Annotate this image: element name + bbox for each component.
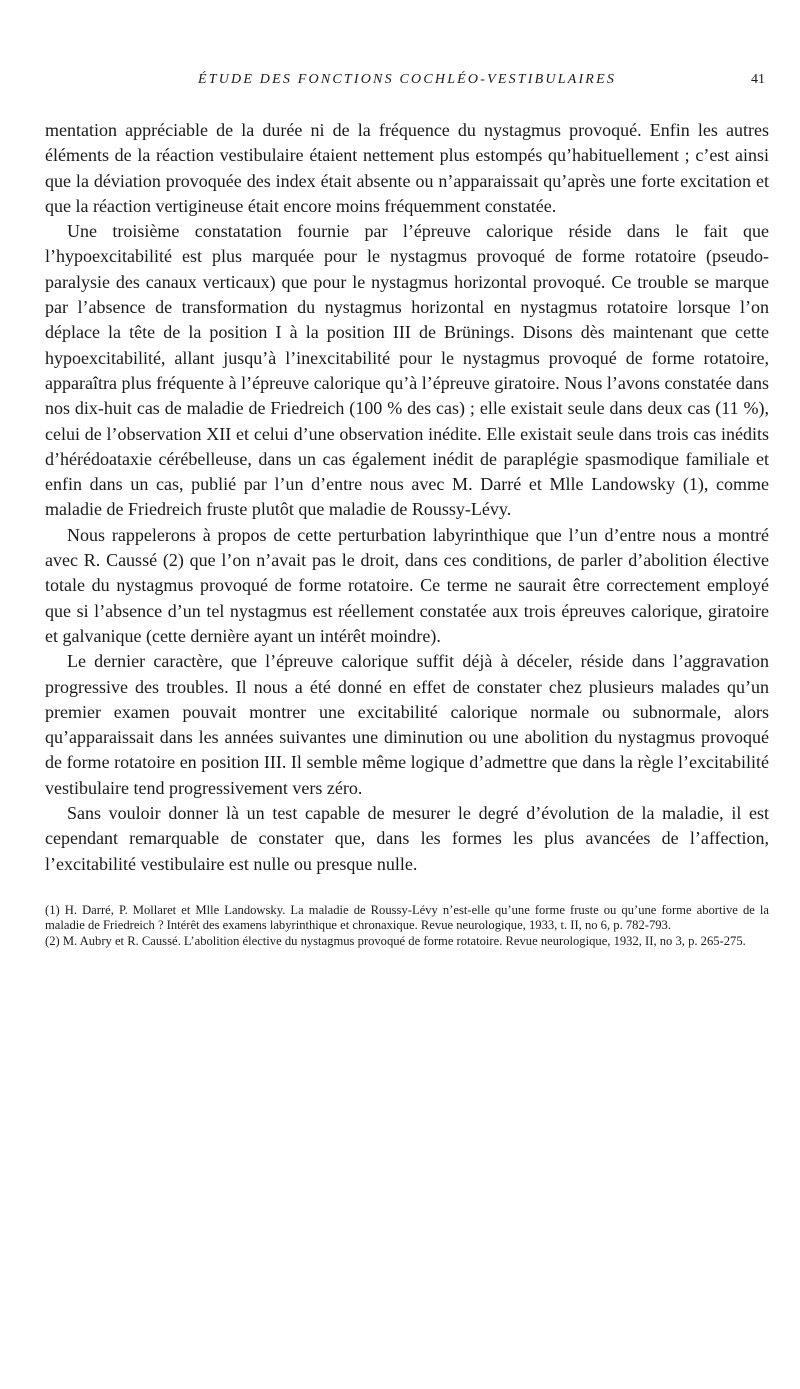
footnote: (1) H. Darré, P. Mollaret et Mlle Landowsky. La maladie de Roussy-Lévy n’est-elle qu’une forme fruste ou qu’une forme abortive de la maladie de Friedreich ? Intérêt des examens labyrinthique et chronaxique. Revue neurologique, 1933, t. II, no 6, p. 782-793.	[45, 902, 769, 933]
page-number: 41	[751, 72, 765, 87]
paragraph: Sans vouloir donner là un test capable de mesurer le degré d’évolution de la maladie, il est cependant remarquable de constater que, dans les formes les plus avancées de l’affection, l’excitabilité vestibulaire est nulle ou presque nulle.	[45, 803, 769, 874]
paragraph: mentation appréciable de la durée ni de la fréquence du nystagmus provoqué. Enfin les autres éléments de la réaction vestibulaire étaient nettement plus estompés qu’habituellement ; c’est ainsi que la déviation provoquée des index était absente ou n’apparaissait qu’après une forte excitation et que la réaction vertigineuse était encore moins fréquemment constatée.	[45, 120, 769, 216]
footnote: (2) M. Aubry et R. Caussé. L’abolition élective du nystagmus provoqué de forme rotatoire. Revue neurologique, 1932, II, no 3, p. 265-275.	[45, 933, 746, 948]
running-title: ÉTUDE DES FONCTIONS COCHLÉO-VESTIBULAIRES	[197, 72, 617, 87]
running-head	[45, 72, 769, 102]
paragraph: Le dernier caractère, que l’épreuve calorique suffit déjà à déceler, réside dans l’aggravation progressive des troubles. Il nous a été donné en effet de constater chez plusieurs malades qu’un premier examen pouvait montrer une excitabilité calorique normale ou subnormale, alors qu’apparaissait dans les années suivantes une diminution ou une abolition du nystagmus provoqué de forme rotatoire en position III. Il semble même logique d’admettre que dans la règle l’excitabilité vestibulaire tend progressivement vers zéro.	[45, 651, 769, 798]
body-text	[45, 118, 769, 877]
paragraph: Nous rappelerons à propos de cette perturbation labyrinthique que l’un d’entre nous a montré avec R. Caussé (2) que l’on n’avait pas le droit, dans ces conditions, de parler d’abolition élective totale du nystagmus provoqué de forme rotatoire. Ce terme ne saurait être correctement employé que si l’absence d’un tel nystagmus est réellement constatée aux trois épreuves calorique, giratoire et galvanique (cette dernière ayant un intérêt moindre).	[45, 524, 769, 646]
footnotes	[45, 903, 769, 950]
book-page	[45, 0, 769, 949]
paragraph: Une troisième constatation fournie par l’épreuve calorique réside dans le fait que l’hypoexcitabilité est plus marquée pour le nystagmus provoqué de forme rotatoire (pseudo-paralysie des canaux verticaux) que pour le nystagmus horizontal provoqué. Ce trouble se marque par l’absence de transformation du nystagmus horizontal en nystagmus rotatoire lorsque l’on déplace la tête de la position I à la position III de Brünings. Disons dès maintenant que cette hypoexcitabilité, allant jusqu’à l’inexcitabilité pour le nystagmus provoqué de forme rotatoire, apparaîtra plus fréquente à l’épreuve calorique qu’à l’épreuve giratoire. Nous l’avons constatée dans nos dix-huit cas de maladie de Friedreich (100 % des cas) ; elle existait seule dans deux cas (11 %), celui de l’observation XII et celui d’une observation inédite. Elle existait seule dans trois cas inédits d’hérédoataxie cérébelleuse, dans un cas également inédit de paraplégie spasmodique familiale et enfin dans un cas, publié par l’un d’entre nous avec M. Darré et Mlle Landowsky (1), comme maladie de Friedreich fruste plutôt que maladie de Roussy-Lévy.	[45, 221, 769, 520]
